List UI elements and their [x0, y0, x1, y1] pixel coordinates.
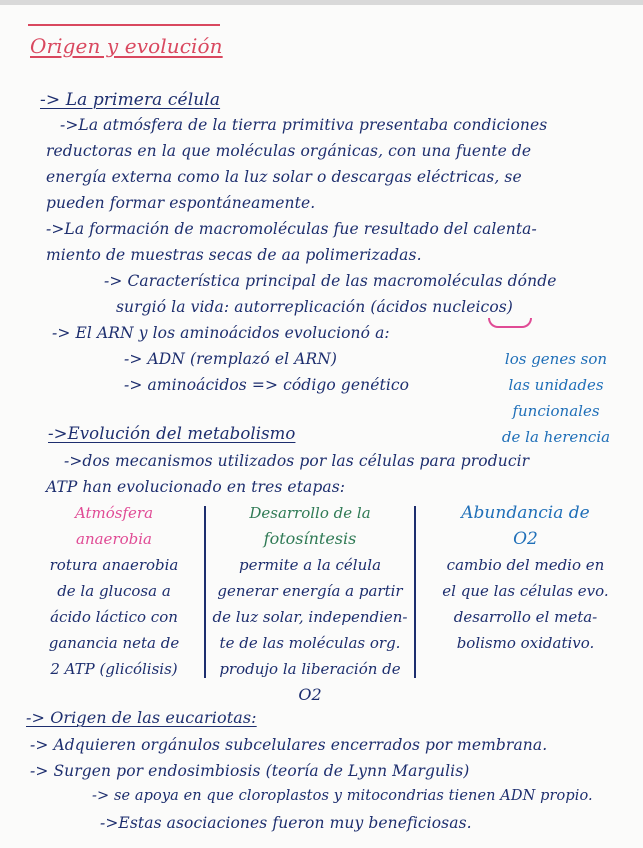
- stage-text: ácido láctico con: [50, 608, 178, 626]
- text-line: -> aminoácidos => código genético: [124, 376, 410, 394]
- stage-text: cambio del medio en: [446, 556, 605, 574]
- side-note-line: funcionales: [512, 402, 600, 420]
- section-heading-primera-celula: -> La primera célula: [40, 90, 221, 110]
- stage-text: 2 ATP (glicólisis): [50, 660, 178, 678]
- stage-text: desarrollo el meta-: [453, 608, 598, 626]
- text-line: energía externa como la luz solar o descargas eléctricas, se: [46, 168, 522, 186]
- stage-text: ganancia neta de: [48, 634, 180, 652]
- stage-text: produjo la liberación de: [219, 660, 401, 678]
- text-line: -> Adquieren orgánulos subcelulares encerrados por membrana.: [30, 736, 548, 754]
- stage-text: bolismo oxidativo.: [456, 634, 595, 652]
- text-line: reductoras en la que moléculas orgánicas, con una fuente de: [46, 142, 532, 160]
- stage-text: rotura anaerobia: [49, 556, 179, 574]
- text-line: ATP han evolucionado en tres etapas:: [46, 478, 346, 496]
- stage-photosynthesis: [208, 500, 412, 708]
- stage-text: el que las células evo.: [442, 582, 609, 600]
- stage-text: de la glucosa a: [57, 582, 171, 600]
- stage-text: generar energía a partir: [217, 582, 403, 600]
- text-line: ->Estas asociaciones fueron muy beneficiosas.: [100, 814, 472, 832]
- stage-oxygen: [418, 500, 633, 656]
- text-line: -> se apoya en que cloroplastos y mitocondrias tienen ADN propio.: [92, 788, 593, 804]
- stage-title: O2: [513, 529, 538, 549]
- stage-title: fotosíntesis: [263, 529, 357, 548]
- stage-text: te de las moléculas org.: [219, 634, 401, 652]
- stage-text: de luz solar, independien-: [212, 608, 408, 626]
- stage-title: Atmósfera: [74, 504, 154, 522]
- text-line: -> El ARN y los aminoácidos evolucionó a:: [52, 324, 390, 342]
- text-line: pueden formar espontáneamente.: [46, 194, 316, 212]
- column-divider: [204, 506, 206, 678]
- stage-text-o2: O2: [298, 685, 322, 704]
- stage-title: Desarrollo de la: [249, 504, 371, 522]
- text-line: ->La formación de macromoléculas fue resultado del calenta-: [46, 220, 537, 238]
- text-line: ->dos mecanismos utilizados por las células para producir: [64, 452, 530, 470]
- pink-hook-mark: [488, 318, 532, 328]
- stage-title: anaerobia: [76, 530, 152, 548]
- top-edge: [0, 0, 643, 5]
- text-line: -> Surgen por endosimbiosis (teoría de Lynn Margulis): [30, 762, 470, 780]
- section-heading-eucariotas: -> Origen de las eucariotas:: [26, 708, 257, 727]
- stage-title: Abundancia de: [461, 503, 590, 523]
- section-heading-metabolismo: ->Evolución del metabolismo: [48, 424, 296, 443]
- text-line: miento de muestras secas de aa polimerizadas.: [46, 246, 422, 264]
- text-line: ->La atmósfera de la tierra primitiva presentaba condiciones: [60, 116, 548, 134]
- title-overline: [28, 24, 220, 26]
- column-divider: [414, 506, 416, 678]
- stage-anaerobic: [26, 500, 202, 682]
- side-note-genes: [476, 346, 636, 450]
- text-line: -> ADN (remplazó el ARN): [124, 350, 338, 368]
- page-title: Origen y evolución: [30, 34, 223, 58]
- stage-text: permite a la célula: [238, 556, 382, 574]
- text-line: surgió la vida: autorreplicación (ácidos nucleicos): [116, 298, 513, 316]
- side-note-line: de la herencia: [501, 428, 611, 446]
- text-line: -> Característica principal de las macromoléculas dónde: [104, 272, 557, 290]
- side-note-line: los genes son: [504, 350, 608, 368]
- side-note-line: las unidades: [508, 376, 604, 394]
